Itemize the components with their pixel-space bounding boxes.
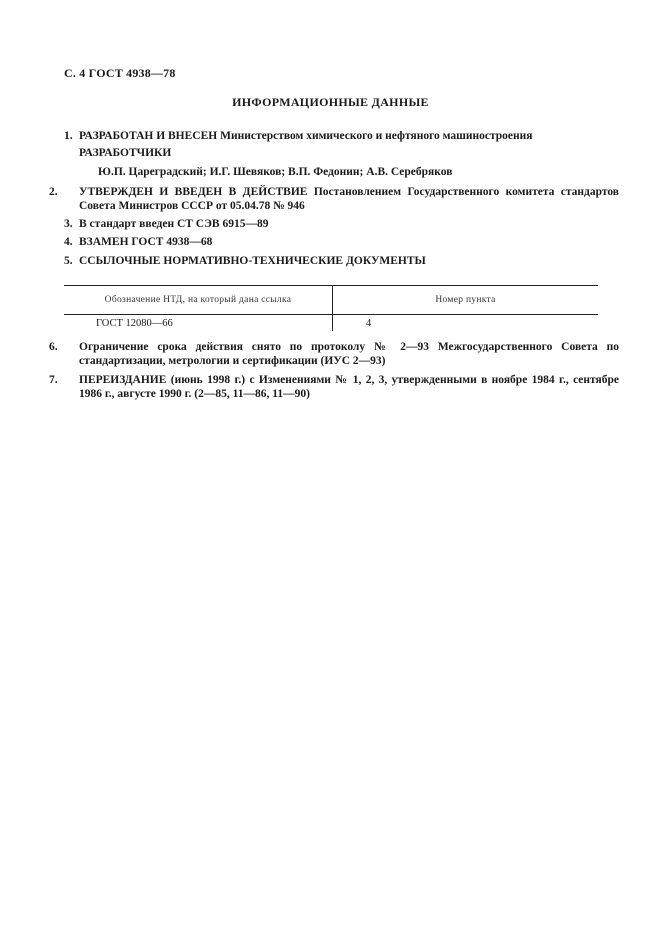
item-6 <box>49 340 619 368</box>
item-heading: ПЕРЕИЗДАНИЕ <box>79 374 167 386</box>
item-2 <box>49 185 619 213</box>
item-3 <box>64 217 604 231</box>
page-header: С. 4 ГОСТ 4938—78 <box>64 66 176 80</box>
item-heading: ССЫЛОЧНЫЕ НОРМАТИВНО-ТЕХНИЧЕСКИЕ ДОКУМЕНТЫ <box>79 255 426 267</box>
item-number: 6. <box>49 341 58 353</box>
table-cell-clause: 4 <box>366 317 372 329</box>
developers-list: Ю.П. Цареградский; И.Г. Шевяков; В.П. Федонин; А.В. Серебряков <box>98 166 453 178</box>
item-body: Ограничение срока действия снято по протоколу № 2—93 Межгосударственного Совета по стандартизации, метрологии и сертификации (ИУС 2—93) <box>79 341 619 367</box>
item-number: 7. <box>49 374 58 386</box>
developers-label: РАЗРАБОТЧИКИ <box>79 147 172 159</box>
item-number: 2. <box>49 186 58 198</box>
item-body: Министерством химического и нефтяного машиностроения <box>220 130 533 142</box>
table-cell-document: ГОСТ 12080—66 <box>64 315 333 332</box>
item-number: 5. <box>64 255 73 267</box>
table-row <box>64 315 598 332</box>
section-title: ИНФОРМАЦИОННЫЕ ДАННЫЕ <box>232 95 429 109</box>
item-heading: ВЗАМЕН ГОСТ 4938—68 <box>79 236 213 248</box>
item-number: 4. <box>64 236 73 248</box>
table-header-row <box>64 286 598 315</box>
item-4 <box>64 235 604 249</box>
table-header-clause: Номер пункта <box>333 286 599 315</box>
item-heading: УТВЕРЖДЕН И ВВЕДЕН В ДЕЙСТВИЕ <box>79 186 308 198</box>
item-body: Постановлением Государственного комитета стандартов Совета Министров СССР от 05.04.78 № 946 <box>79 186 619 212</box>
item-7 <box>49 373 620 401</box>
item-1 <box>64 129 604 143</box>
table-header-document: Обозначение НТД, на который дана ссылка <box>64 286 333 315</box>
item-heading: В стандарт введен СТ СЭВ 6915—89 <box>79 218 269 230</box>
item-body: (июнь 1998 г.) с Изменениями № 1, 2, 3, утвержденными в ноябре 1984 г., сентябре 1986 г., августе 1990 г. (2—85, 11—86, 11—90) <box>79 374 620 400</box>
item-5 <box>64 254 604 268</box>
item-number: 3. <box>64 218 73 230</box>
item-heading: РАЗРАБОТАН И ВНЕСЕН <box>79 130 218 142</box>
item-number: 1. <box>64 130 73 142</box>
reference-table <box>64 285 598 331</box>
